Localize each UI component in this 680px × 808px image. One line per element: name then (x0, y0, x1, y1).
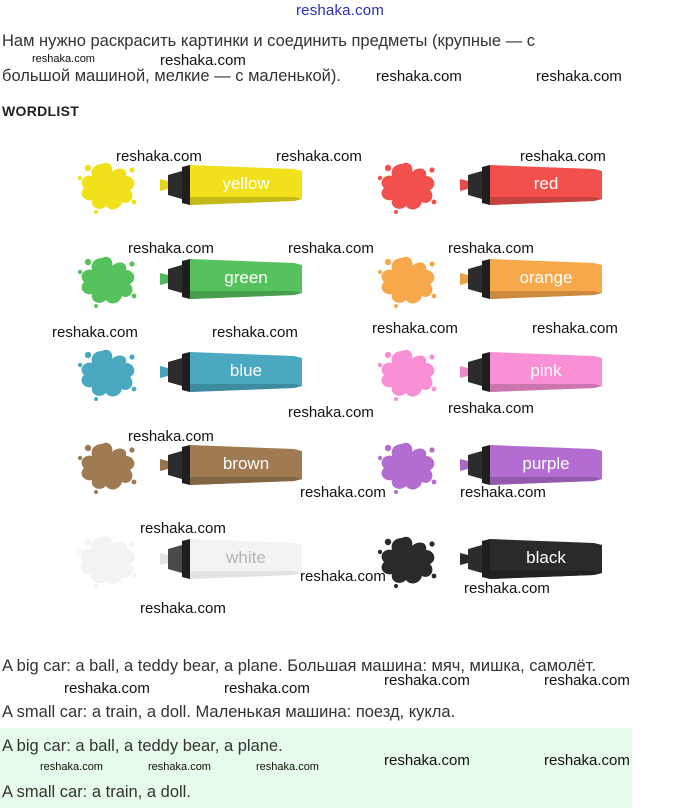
answer-highlight-line-1: A big car: a ball, a teddy bear, a plane. (2, 737, 283, 755)
watermark-text: reshaka.com (140, 520, 226, 537)
marker-red (460, 163, 602, 207)
color-word-purple: purple (522, 454, 570, 473)
answer-line-2: A small car: a train, a doll. Маленькая машина: поезд, кукла. (2, 703, 456, 721)
watermark-text: reshaka.com (448, 240, 534, 257)
watermark-text: reshaka.com (128, 240, 214, 257)
watermark-text: reshaka.com (300, 484, 386, 501)
color-word-yellow: yellow (222, 174, 270, 193)
watermark-text: reshaka.com (288, 240, 374, 257)
marker-brown (160, 443, 302, 487)
answer-line-1: A big car: a ball, a teddy bear, a plane. Большая машина: мяч, мишка, самолёт. (2, 657, 596, 675)
watermark-text: reshaka.com (140, 600, 226, 617)
watermark-text: reshaka.com (544, 752, 630, 769)
watermark-text: reshaka.com (276, 148, 362, 165)
paint-splat-red (372, 156, 444, 216)
watermark-text: reshaka.com (52, 324, 138, 341)
watermark-text: reshaka.com (376, 68, 462, 85)
marker-purple (460, 443, 602, 487)
watermark-text: reshaka.com (256, 761, 319, 773)
watermark-text: reshaka.com (372, 320, 458, 337)
paint-splat-brown (72, 436, 144, 496)
color-word-black: black (526, 548, 566, 567)
watermark-text: reshaka.com (160, 52, 246, 69)
site-header[interactable]: reshaka.com (295, 2, 385, 19)
color-word-brown: brown (222, 454, 270, 473)
watermark-text: reshaka.com (128, 428, 214, 445)
marker-blue (160, 350, 302, 394)
color-word-green: green (224, 268, 268, 287)
paint-splat-green (72, 250, 144, 310)
watermark-text: reshaka.com (300, 568, 386, 585)
marker-yellow (160, 163, 302, 207)
marker-green (160, 257, 302, 301)
color-word-red: red (533, 174, 559, 193)
intro-text-line-2: большой машиной, мелкие — с маленькой). (2, 67, 341, 85)
watermark-text: reshaka.com (224, 680, 310, 697)
paint-splat-orange (372, 250, 444, 310)
marker-white (160, 537, 302, 581)
watermark-text: reshaka.com (116, 148, 202, 165)
watermark-text: reshaka.com (64, 680, 150, 697)
color-word-pink: pink (530, 361, 562, 380)
paint-splat-yellow (72, 156, 144, 216)
color-word-white: white (226, 548, 266, 567)
watermark-text: reshaka.com (40, 761, 103, 773)
paint-splat-blue (72, 343, 144, 403)
watermark-text: reshaka.com (520, 148, 606, 165)
color-word-blue: blue (229, 361, 263, 380)
paint-splat-pink (372, 343, 444, 403)
intro-text-line-1: Нам нужно раскрасить картинки и соединить предметы (крупные — с (2, 32, 535, 50)
answer-highlight-line-2: A small car: a train, a doll. (2, 783, 191, 801)
watermark-text: reshaka.com (384, 752, 470, 769)
watermark-text: reshaka.com (288, 404, 374, 421)
watermark-text: reshaka.com (32, 53, 95, 65)
watermark-text: reshaka.com (384, 672, 470, 689)
watermark-text: reshaka.com (460, 484, 546, 501)
color-word-orange: orange (519, 268, 573, 287)
watermark-text: reshaka.com (532, 320, 618, 337)
paint-splat-white (72, 530, 144, 590)
watermark-text: reshaka.com (212, 324, 298, 341)
marker-pink (460, 350, 602, 394)
watermark-text: reshaka.com (536, 68, 622, 85)
wordlist-heading: WORDLIST (2, 103, 80, 119)
marker-black (460, 537, 602, 581)
watermark-text: reshaka.com (544, 672, 630, 689)
marker-orange (460, 257, 602, 301)
watermark-text: reshaka.com (448, 400, 534, 417)
watermark-text: reshaka.com (464, 580, 550, 597)
watermark-text: reshaka.com (148, 761, 211, 773)
